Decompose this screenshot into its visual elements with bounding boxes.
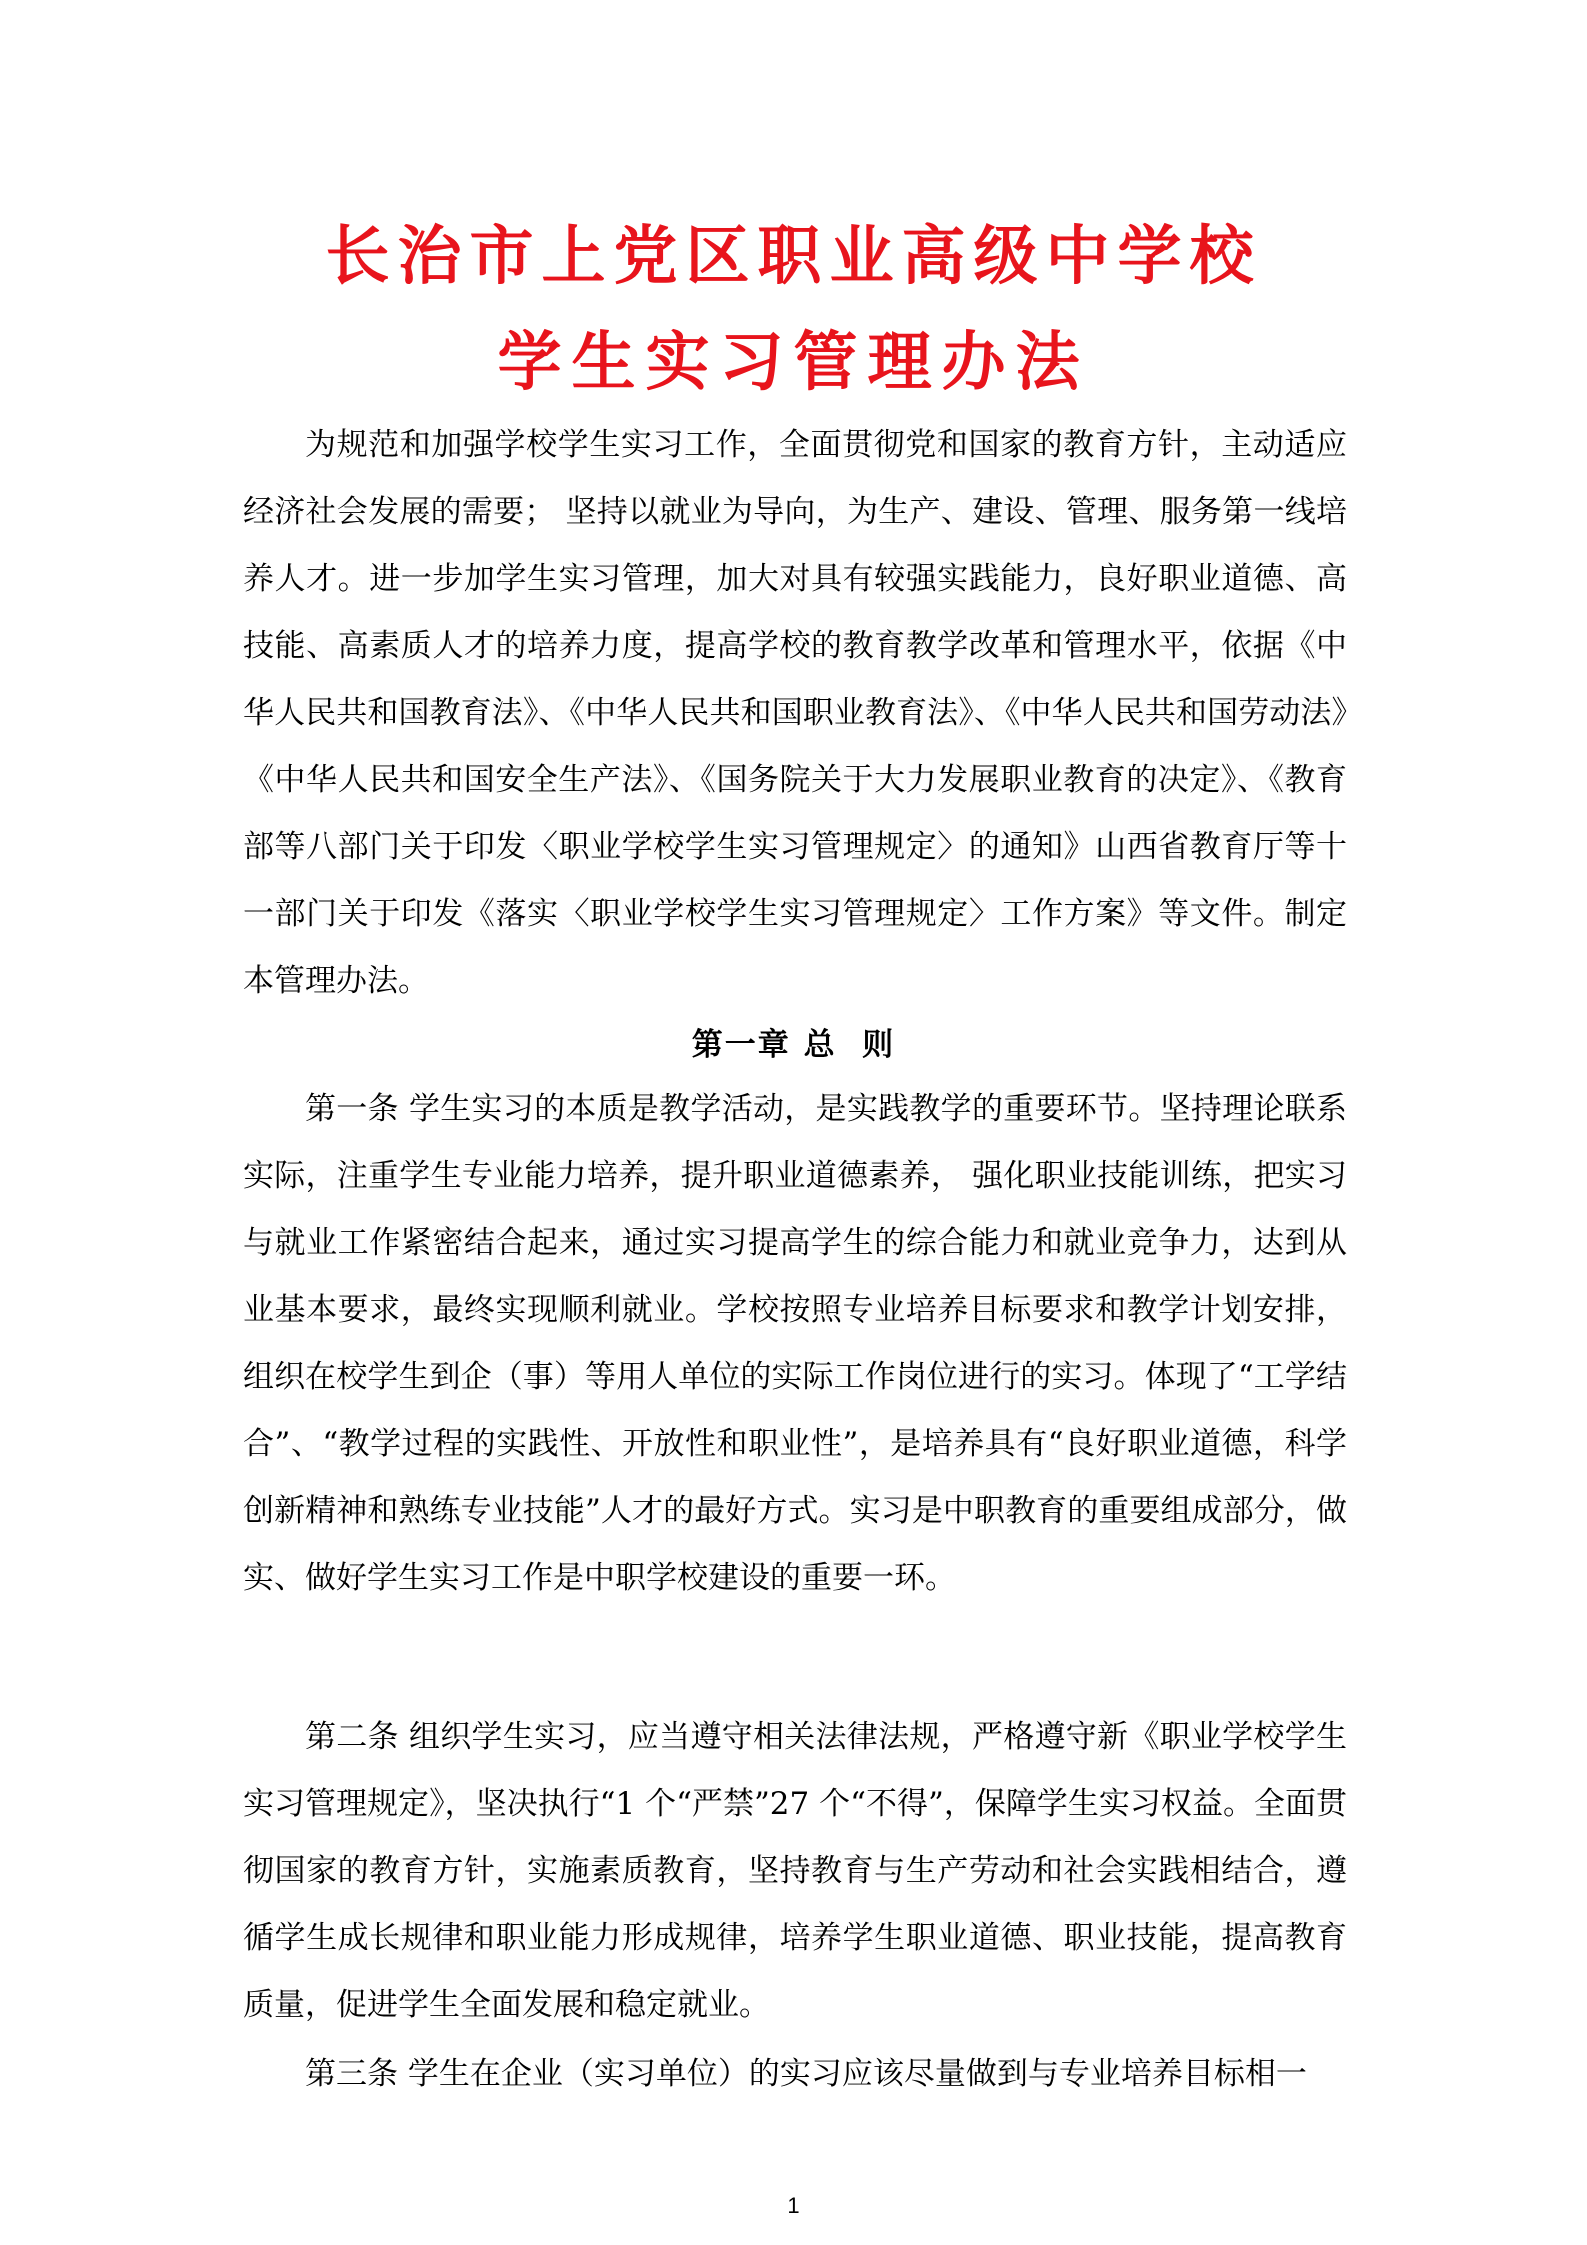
page-number: 1 xyxy=(787,2193,800,2218)
article-2-paragraph: 第二条 组织学生实习，应当遵守相关法律法规，严格遵守新《职业学校学生实习管理规定》，坚决执行“1 个“严禁”27 个“不得”，保障学生实习权益。全面贯彻国家的教育方针，实施素质教育，坚持教育与生产劳动和社会实践相结合，遵循学生成长规律和职业能力形成规律，培养学生职业道德、职业技能，提高教育质量，促进学生全面发展和稳定就业。 xyxy=(243,1719,1347,2023)
article-3-section xyxy=(243,2041,1347,2108)
intro-section xyxy=(243,412,1347,1015)
intro-paragraph: 为规范和加强学校学生实习工作，全面贯彻党和国家的教育方针，主动适应经济社会发展的需要； 坚持以就业为导向，为生产、建设、管理、服务第一线培养人才。进一步加学生实习管理，加大对具有较强实践能力，良好职业道德、高技能、高素质人才的培养力度，提高学校的教育教学改革和管理水平，依据《中华人民共和国教育法》、《中华人民共和国职业教育法》、《中华人民共和国劳动法》《中华人民共和国安全生产法》、《国务院关于大力发展职业教育的决定》、《教育部等八部门关于印发〈职业学校学生实习管理规定〉的通知》山西省教育厅等十一部门关于印发《落实〈职业学校学生实习管理规定〉工作方案》等文件。制定本管理办法。 xyxy=(243,427,1347,999)
document-title-line1: 长治市上党区职业高级中学校 xyxy=(325,220,1262,294)
article-1-section xyxy=(243,1076,1347,1612)
document-title-line2: 学生实习管理办法 xyxy=(497,326,1090,400)
article-1-paragraph: 第一条 学生实习的本质是教学活动，是实践教学的重要环节。坚持理论联系实际，注重学生专业能力培养，提升职业道德素养， 强化职业技能训练，把实习与就业工作紧密结合起来，通过实习提高学生的综合能力和就业竞争力，达到从业基本要求，最终实现顺利就业。学校按照专业培养目标要求和教学计划安排， 组织在校学生到企（事）等用人单位的实际工作岗位进行的实习。体现了“工学结合”、“教学过程的实践性、开放性和职业性”，是培养具有“良好职业道德，科学创新精神和熟练专业技能”人才的最好方式。实习是中职教育的重要组成部分，做实、做好学生实习工作是中职学校建设的重要一环。 xyxy=(243,1091,1347,1596)
article-3-paragraph: 第三条 学生在企业（实习单位）的实习应该尽量做到与专业培养目标相一 xyxy=(305,2056,1307,2092)
chapter-heading: 第一章 总 则 xyxy=(691,1027,896,1063)
article-2-section xyxy=(243,1704,1347,2039)
